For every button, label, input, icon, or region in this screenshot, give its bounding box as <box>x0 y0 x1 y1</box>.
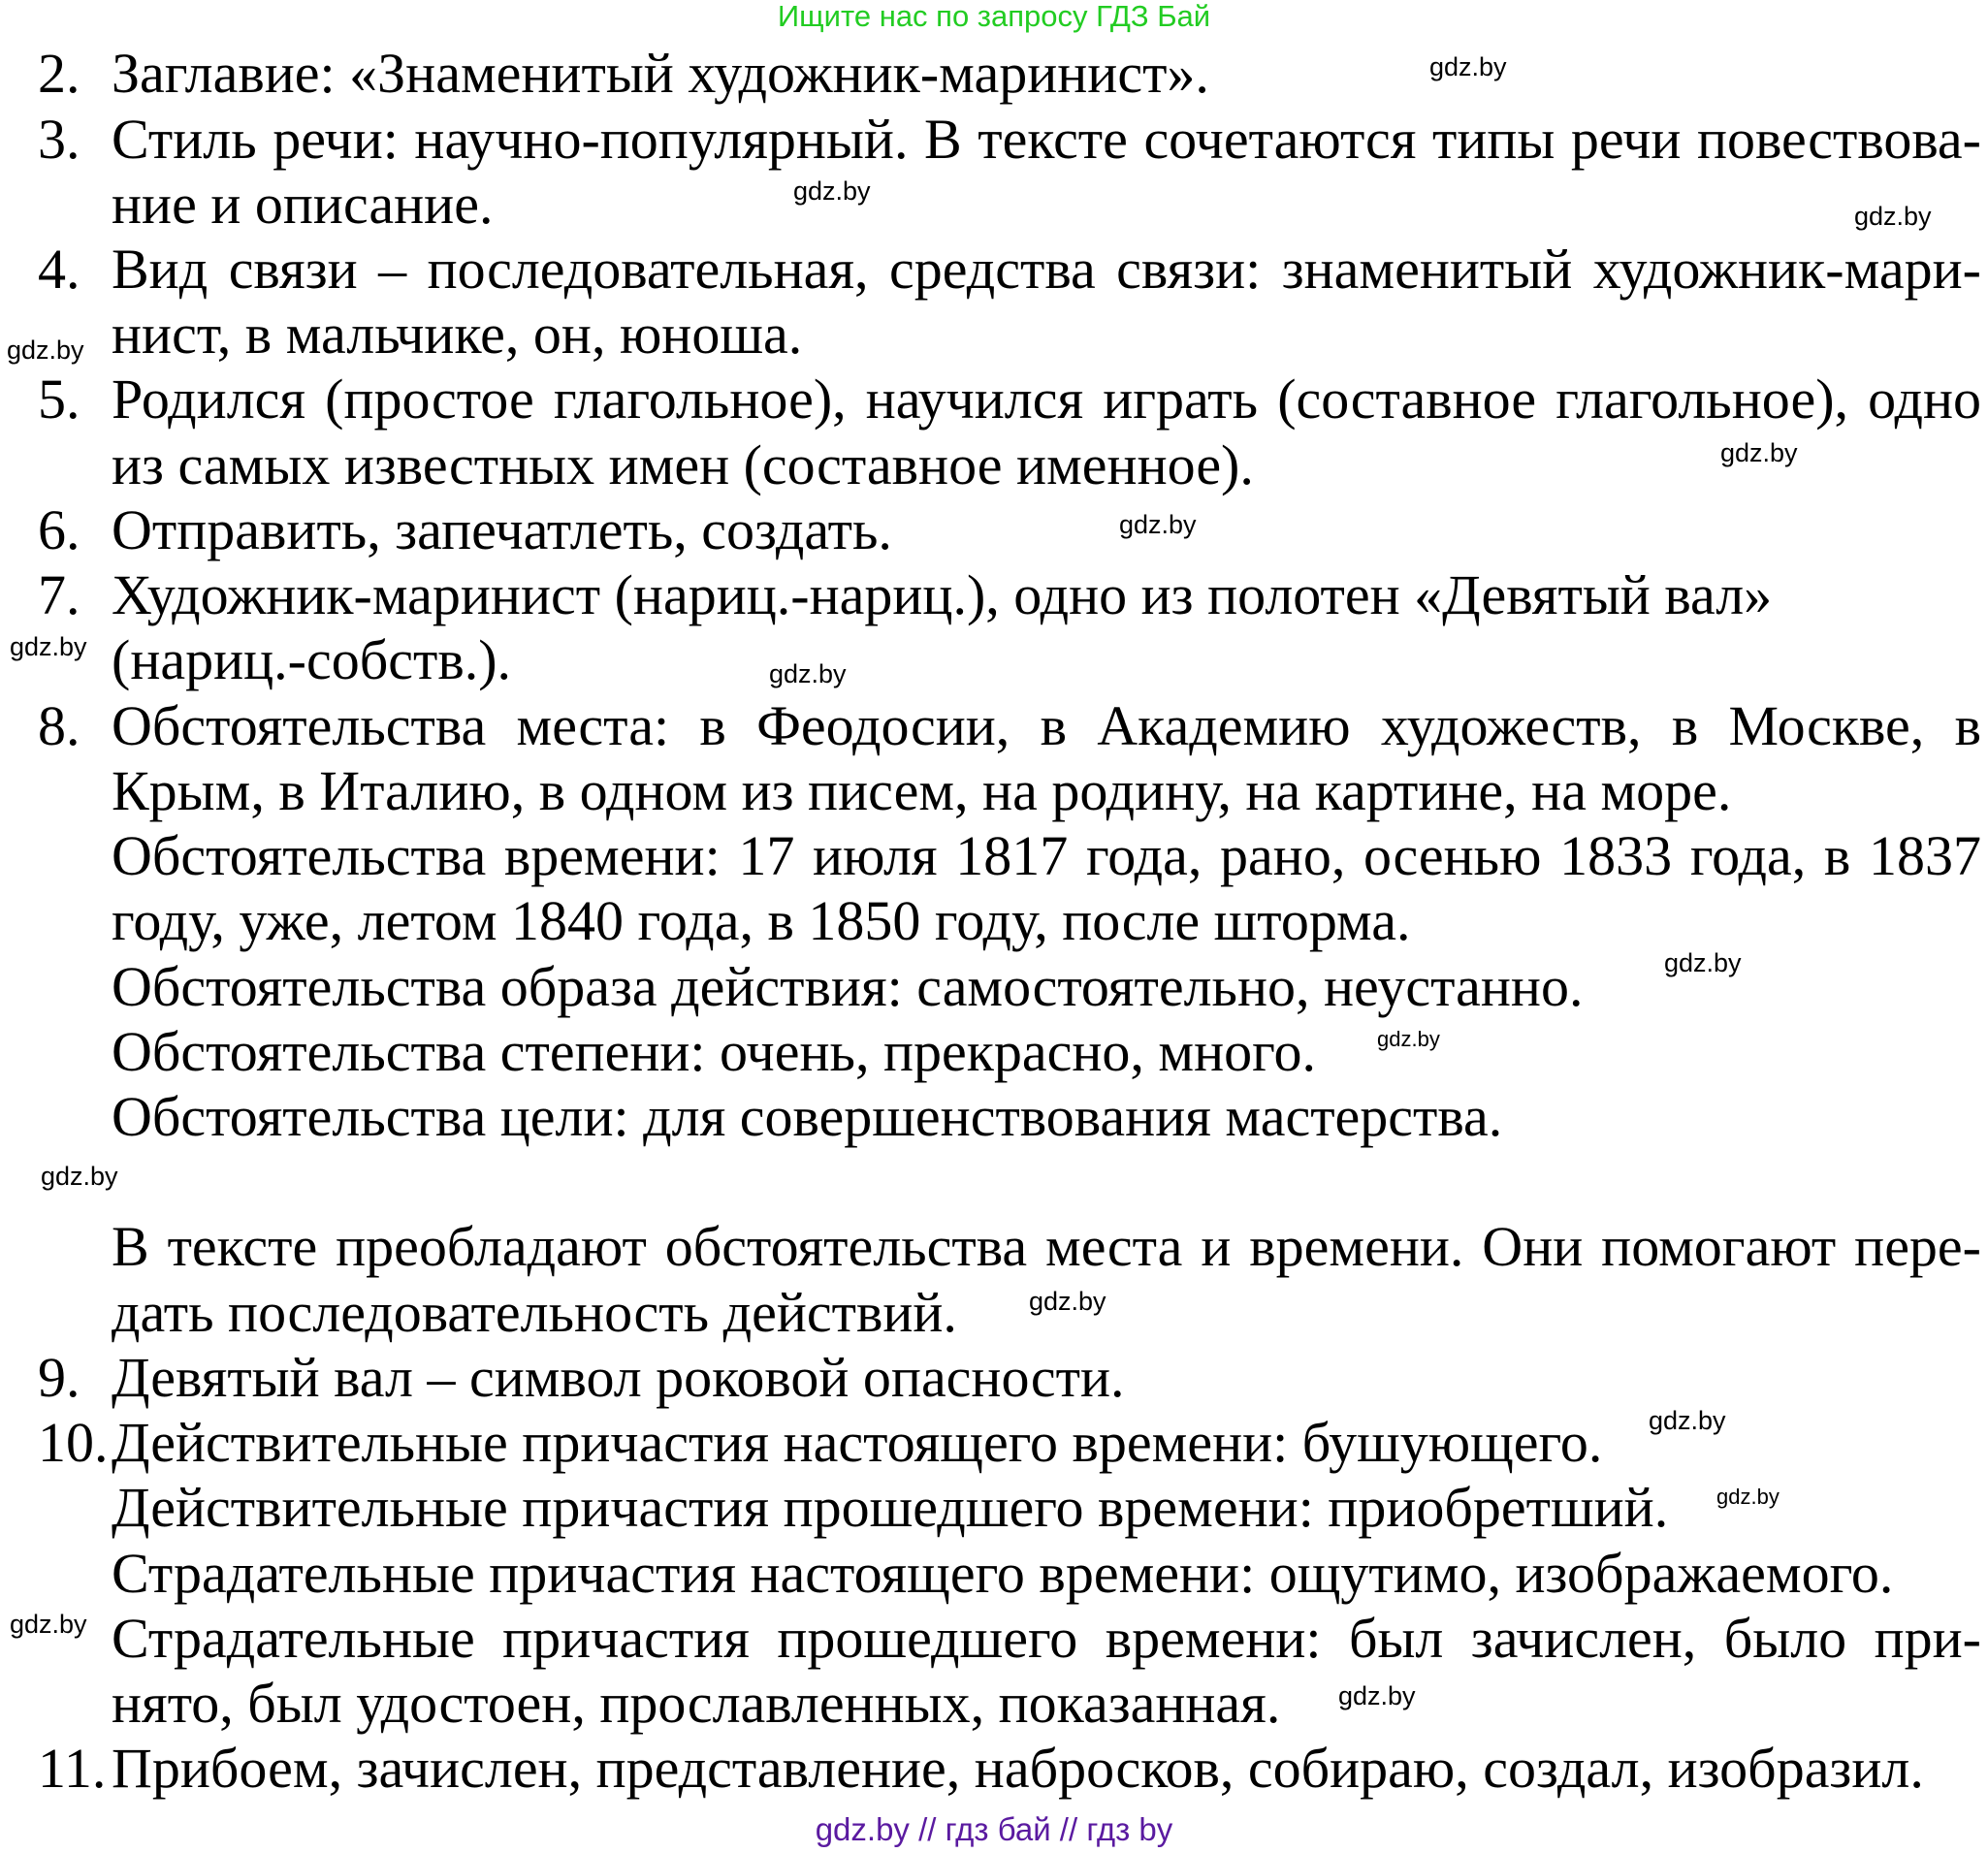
answer-line: нист, в мальчике, он, юноша. <box>112 303 803 366</box>
item-number: 4. <box>38 238 80 301</box>
watermark: gdz.by <box>1377 1027 1440 1051</box>
answer-line: Вид связи – последовательная, средства связи: знаменитый художник-мари- <box>112 238 1981 301</box>
answer-line: Действительные причастия настоящего времени: бушующего. <box>112 1411 1603 1474</box>
item-number: 9. <box>38 1346 80 1409</box>
answer-line: Обстоятельства цели: для совершенствования мастерства. <box>112 1085 1503 1148</box>
answer-line: Отправить, запечатлеть, создать. <box>112 498 892 561</box>
watermark: gdz.by <box>1429 52 1507 81</box>
watermark: gdz.by <box>793 176 871 206</box>
item-number: 5. <box>38 367 80 431</box>
answer-line: Заглавие: «Знаменитый художник-маринист». <box>112 42 1209 105</box>
answer-line: Обстоятельства места: в Феодосии, в Академию художеств, в Москве, в <box>112 694 1981 757</box>
watermark: gdz.by <box>1649 1406 1726 1435</box>
watermark: gdz.by <box>1029 1287 1106 1316</box>
answer-line: Страдательные причастия прошедшего времени: был зачислен, было при- <box>112 1607 1981 1670</box>
footer-links: gdz.by // гдз бай // гдз by <box>815 1811 1173 1847</box>
answer-line: Родился (простое глагольное), научился играть (составное глагольное), одно <box>112 367 1981 431</box>
watermark: gdz.by <box>1664 948 1742 977</box>
answer-line: (нариц.-собств.). <box>112 628 512 691</box>
watermark: gdz.by <box>1716 1485 1780 1509</box>
answer-line: ние и описание. <box>112 173 494 236</box>
answer-line: В тексте преобладают обстоятельства места и времени. Они помогают пере- <box>112 1215 1981 1278</box>
watermark: gdz.by <box>41 1162 118 1191</box>
answer-line: Девятый вал – символ роковой опасности. <box>112 1346 1125 1409</box>
watermark: gdz.by <box>10 632 87 661</box>
answer-line: Страдательные причастия настоящего времени: ощутимо, изображаемого. <box>112 1542 1894 1605</box>
watermark: gdz.by <box>10 1610 87 1639</box>
answer-line: нято, был удостоен, прославленных, показанная. <box>112 1672 1281 1735</box>
watermark: gdz.by <box>1854 202 1932 231</box>
answer-line: Обстоятельства степени: очень, прекрасно, много. <box>112 1020 1317 1083</box>
item-number: 11. <box>38 1737 107 1800</box>
item-number: 2. <box>38 42 80 105</box>
answer-line: дать последовательность действий. <box>112 1281 957 1344</box>
answer-line: Крым, в Италию, в одном из писем, на родину, на картине, на море. <box>112 759 1732 822</box>
watermark: gdz.by <box>1119 510 1197 539</box>
item-number: 3. <box>38 108 80 171</box>
item-number: 10. <box>38 1411 109 1474</box>
item-number: 6. <box>38 498 80 561</box>
watermark: gdz.by <box>7 335 84 365</box>
answer-line: Художник-маринист (нариц.-нариц.), одно из полотен «Девятый вал» <box>112 563 1773 626</box>
answer-line: Прибоем, зачислен, представление, набросков, собираю, создал, изобразил. <box>112 1737 1924 1800</box>
watermark: gdz.by <box>769 659 847 688</box>
search-banner: Ищите нас по запросу ГДЗ Бай <box>777 0 1211 33</box>
answer-line: Стиль речи: научно-популярный. В тексте сочетаются типы речи повествова- <box>112 108 1981 171</box>
watermark: gdz.by <box>1338 1681 1416 1710</box>
answer-line: году, уже, летом 1840 года, в 1850 году, после шторма. <box>112 889 1411 952</box>
item-number: 8. <box>38 694 80 757</box>
answer-line: из самых известных имен (составное именное). <box>112 433 1254 496</box>
answer-line: Действительные причастия прошедшего времени: приобретший. <box>112 1476 1669 1539</box>
watermark: gdz.by <box>1720 438 1798 467</box>
item-number: 7. <box>38 563 80 626</box>
answer-line: Обстоятельства образа действия: самостоятельно, неустанно. <box>112 955 1584 1018</box>
answer-line: Обстоятельства времени: 17 июля 1817 года, рано, осенью 1833 года, в 1837 <box>112 824 1981 887</box>
